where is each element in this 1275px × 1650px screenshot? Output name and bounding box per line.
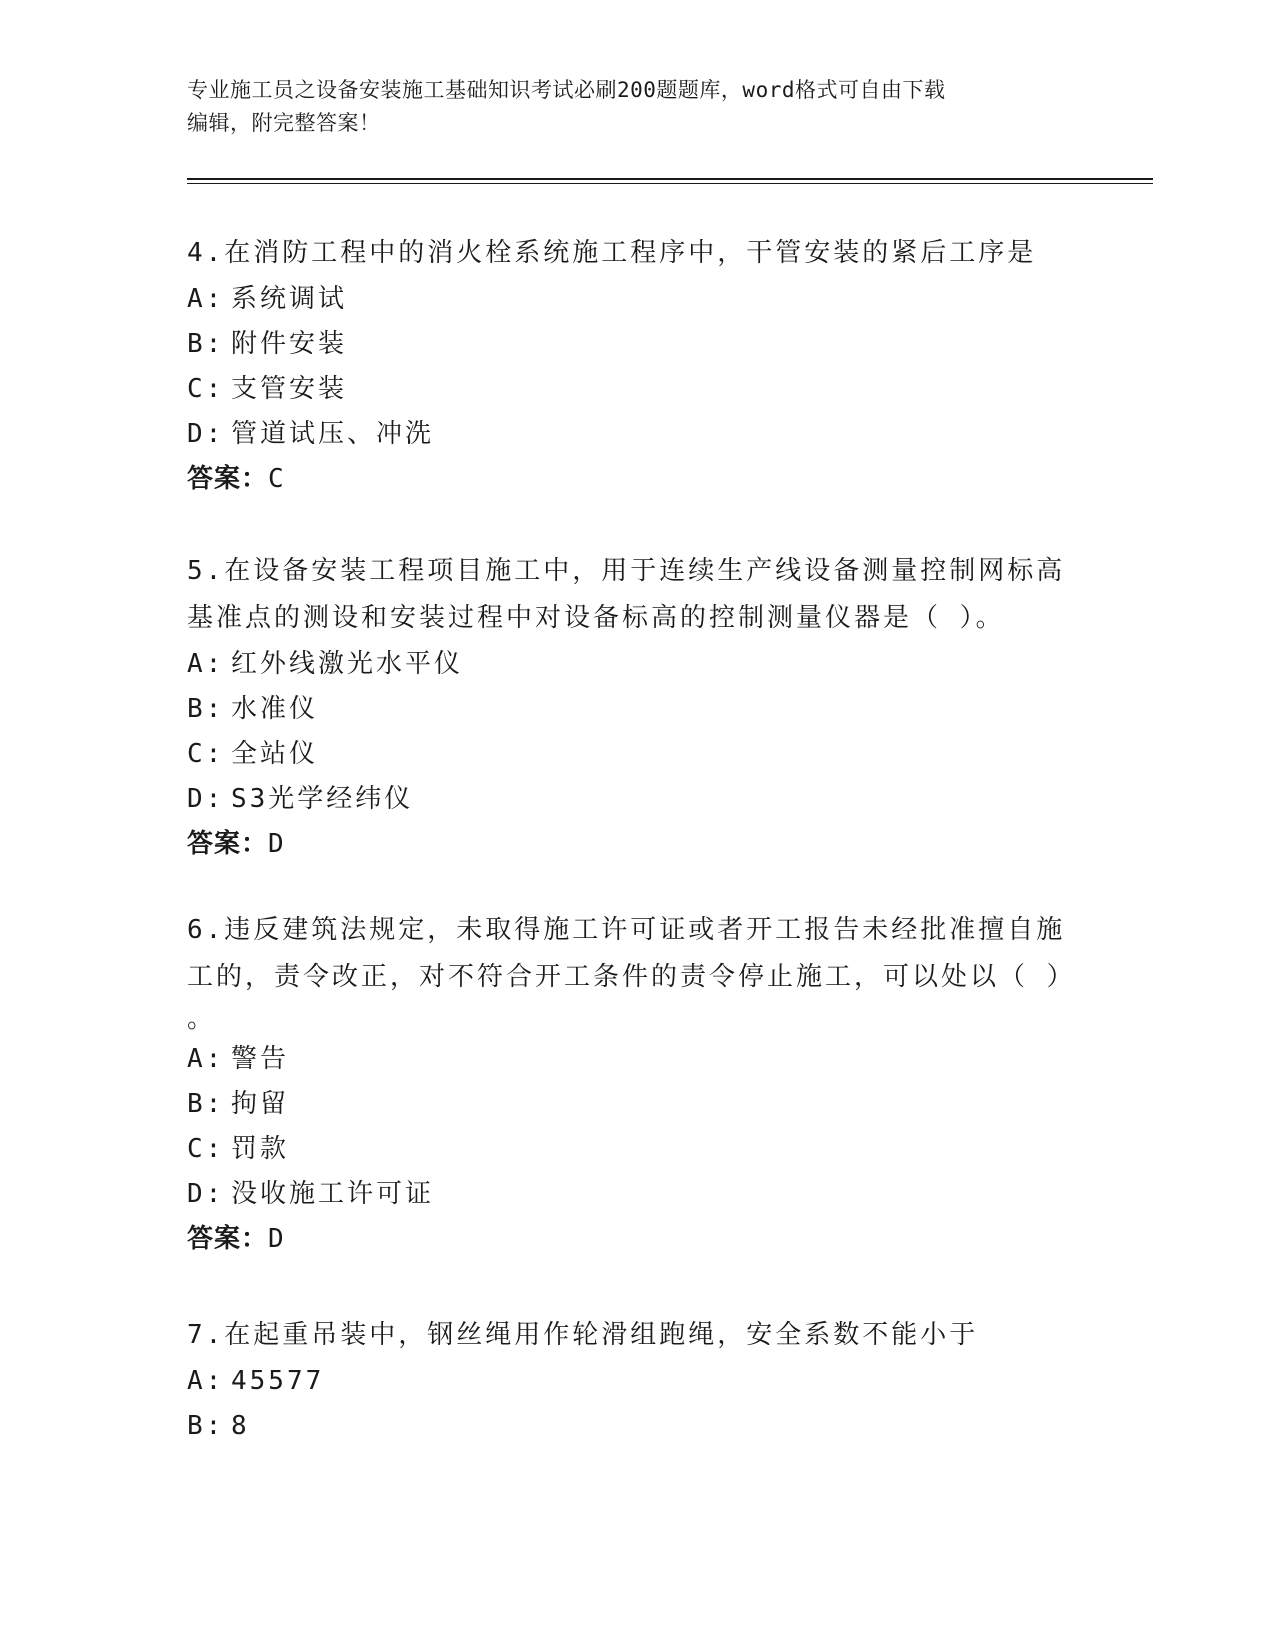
option-text: 没收施工许可证 bbox=[231, 1179, 435, 1209]
option-text: 全站仪 bbox=[231, 739, 319, 769]
option-key: B: bbox=[187, 694, 225, 724]
option-c bbox=[187, 1127, 1067, 1172]
option-key: A: bbox=[187, 284, 225, 314]
option-key: D: bbox=[187, 1179, 225, 1209]
option-key: C: bbox=[187, 739, 225, 769]
question-4 bbox=[187, 230, 1067, 502]
option-key: B: bbox=[187, 1411, 225, 1441]
option-text: 附件安装 bbox=[231, 329, 348, 359]
answer-line bbox=[187, 457, 1067, 502]
option-text: 系统调试 bbox=[231, 284, 348, 314]
option-text: 拘留 bbox=[231, 1089, 290, 1119]
option-b bbox=[187, 1082, 1067, 1127]
option-d bbox=[187, 777, 1067, 822]
option-b bbox=[187, 687, 1067, 732]
question-7 bbox=[187, 1312, 1067, 1449]
option-key: B: bbox=[187, 1089, 225, 1119]
answer-line bbox=[187, 822, 1067, 867]
option-text: 8 bbox=[231, 1411, 250, 1441]
header-line-1: 专业施工员之设备安装施工基础知识考试必刷200题题库，word格式可自由下载 bbox=[187, 78, 946, 102]
option-c bbox=[187, 732, 1067, 777]
question-stem-line-2: 工的，责令改正，对不符合开工条件的责令停止施工，可以处以（ ） bbox=[187, 962, 1076, 992]
option-a bbox=[187, 1037, 1067, 1082]
option-d bbox=[187, 1172, 1067, 1217]
answer-label: 答案： bbox=[187, 829, 269, 859]
option-text: 警告 bbox=[231, 1044, 290, 1074]
question-stem-line-2: 基准点的测设和安装过程中对设备标高的控制测量仪器是（ ）。 bbox=[187, 603, 1005, 633]
option-key: A: bbox=[187, 649, 225, 679]
answer-value: D bbox=[268, 1224, 285, 1254]
document-header bbox=[187, 74, 1067, 140]
option-text: S3光学经纬仪 bbox=[231, 784, 414, 814]
option-key: C: bbox=[187, 1134, 225, 1164]
option-b bbox=[187, 1404, 1067, 1449]
option-text: 罚款 bbox=[231, 1134, 290, 1164]
option-c bbox=[187, 367, 1067, 412]
answer-value: C bbox=[268, 464, 285, 494]
option-a bbox=[187, 1359, 1067, 1404]
question-stem: 4.在消防工程中的消火栓系统施工程序中，干管安装的紧后工序是 bbox=[187, 238, 1037, 268]
option-key: B: bbox=[187, 329, 225, 359]
option-text: 管道试压、冲洗 bbox=[231, 419, 435, 449]
answer-label: 答案： bbox=[187, 464, 269, 494]
question-stem: 7.在起重吊装中，钢丝绳用作轮滑组跑绳，安全系数不能小于 bbox=[187, 1320, 979, 1350]
header-divider bbox=[187, 178, 1153, 180]
option-key: D: bbox=[187, 419, 225, 449]
answer-label: 答案： bbox=[187, 1224, 269, 1254]
option-key: C: bbox=[187, 374, 225, 404]
question-stem-line-1: 6.违反建筑法规定，未取得施工许可证或者开工报告未经批准擅自施 bbox=[187, 915, 1066, 945]
header-line-2: 编辑，附完整答案！ bbox=[187, 111, 381, 135]
option-b bbox=[187, 322, 1067, 367]
header-divider-thin bbox=[187, 183, 1153, 184]
option-text: 水准仪 bbox=[231, 694, 319, 724]
question-stem-line-3: 。 bbox=[187, 1004, 217, 1034]
question-5 bbox=[187, 548, 1067, 867]
option-text: 支管安装 bbox=[231, 374, 348, 404]
option-text: 45577 bbox=[231, 1366, 325, 1396]
question-stem-line-1: 5.在设备安装工程项目施工中，用于连续生产线设备测量控制网标高 bbox=[187, 556, 1066, 586]
option-text: 红外线激光水平仪 bbox=[231, 649, 464, 679]
option-key: A: bbox=[187, 1366, 225, 1396]
question-6 bbox=[187, 907, 1076, 1262]
option-key: A: bbox=[187, 1044, 225, 1074]
option-a bbox=[187, 277, 1067, 322]
option-a bbox=[187, 642, 1067, 687]
answer-value: D bbox=[268, 829, 285, 859]
answer-line bbox=[187, 1217, 1067, 1262]
option-d bbox=[187, 412, 1067, 457]
option-key: D: bbox=[187, 784, 225, 814]
